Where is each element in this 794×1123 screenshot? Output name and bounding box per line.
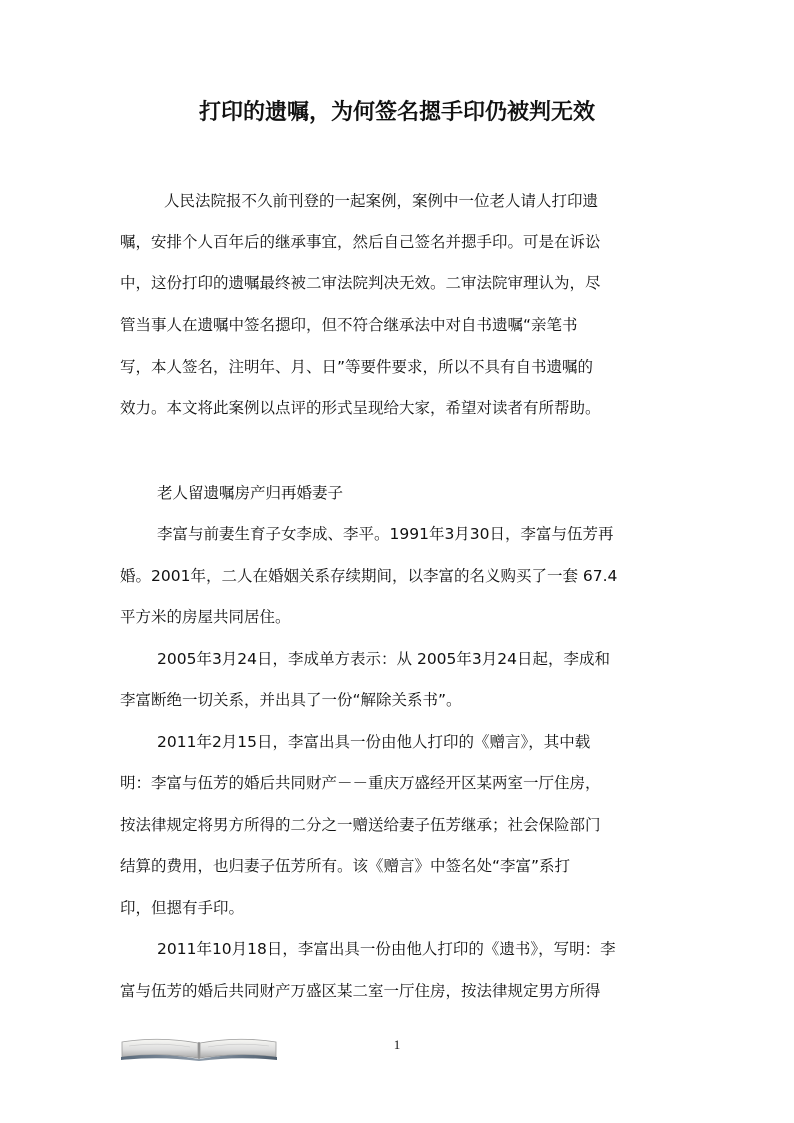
document-title: 打印的遗嘱，为何签名摁手印仍被判无效 bbox=[198, 100, 595, 125]
body-line: 2011年2月15日，李富出具一份由他人打印的《赠言》，其中载 bbox=[157, 733, 591, 751]
intro-line: 效力。本文将此案例以点评的形式呈现给大家，希望对读者有所帮助。 bbox=[120, 399, 601, 417]
section-heading: 老人留遗嘱房产归再婚妻子 bbox=[157, 484, 344, 502]
intro-line: 嘱，安排个人百年后的继承事宜，然后自己签名并摁手印。可是在诉讼 bbox=[120, 233, 601, 251]
body-line: 婚。2001年，二人在婚姻关系存续期间，以李富的名义购买了一套 67.4 bbox=[120, 567, 618, 585]
body-line: 2005年3月24日，李成单方表示：从 2005年3月24日起，李成和 bbox=[157, 650, 610, 668]
body-line: 富与伍芳的婚后共同财产万盛区某二室一厅住房，按法律规定男方所得 bbox=[120, 982, 601, 1000]
body-line: 李富断绝一切关系，并出具了一份“解除关系书”。 bbox=[120, 691, 462, 709]
body-line: 平方米的房屋共同居住。 bbox=[120, 608, 291, 626]
open-book-icon bbox=[120, 1035, 278, 1061]
body-line: 明：李富与伍芳的婚后共同财产－－重庆万盛经开区某两室一厅住房， bbox=[120, 774, 601, 792]
intro-line: 人民法院报不久前刊登的一起案例，案例中一位老人请人打印遗 bbox=[164, 192, 599, 210]
body-line: 结算的费用，也归妻子伍芳所有。该《赠言》中签名处“李富”系打 bbox=[120, 857, 571, 875]
body-line: 2011年10月18日，李富出具一份由他人打印的《遗书》，写明：李 bbox=[157, 940, 616, 958]
intro-line: 中，这份打印的遗嘱最终被二审法院判决无效。二审法院审理认为，尽 bbox=[120, 274, 601, 292]
body-line: 印，但摁有手印。 bbox=[120, 899, 245, 917]
body-line: 按法律规定将男方所得的二分之一赠送给妻子伍芳继承；社会保险部门 bbox=[120, 816, 601, 834]
body-line: 李富与前妻生育子女李成、李平。1991年3月30日，李富与伍芳再 bbox=[157, 525, 614, 543]
page-number: 1 bbox=[393, 1037, 401, 1052]
intro-line: 写，本人签名，注明年、月、日”等要件要求，所以不具有自书遗嘱的 bbox=[120, 358, 594, 376]
intro-line: 管当事人在遗嘱中签名摁印，但不符合继承法中对自书遗嘱“亲笔书 bbox=[120, 316, 578, 334]
